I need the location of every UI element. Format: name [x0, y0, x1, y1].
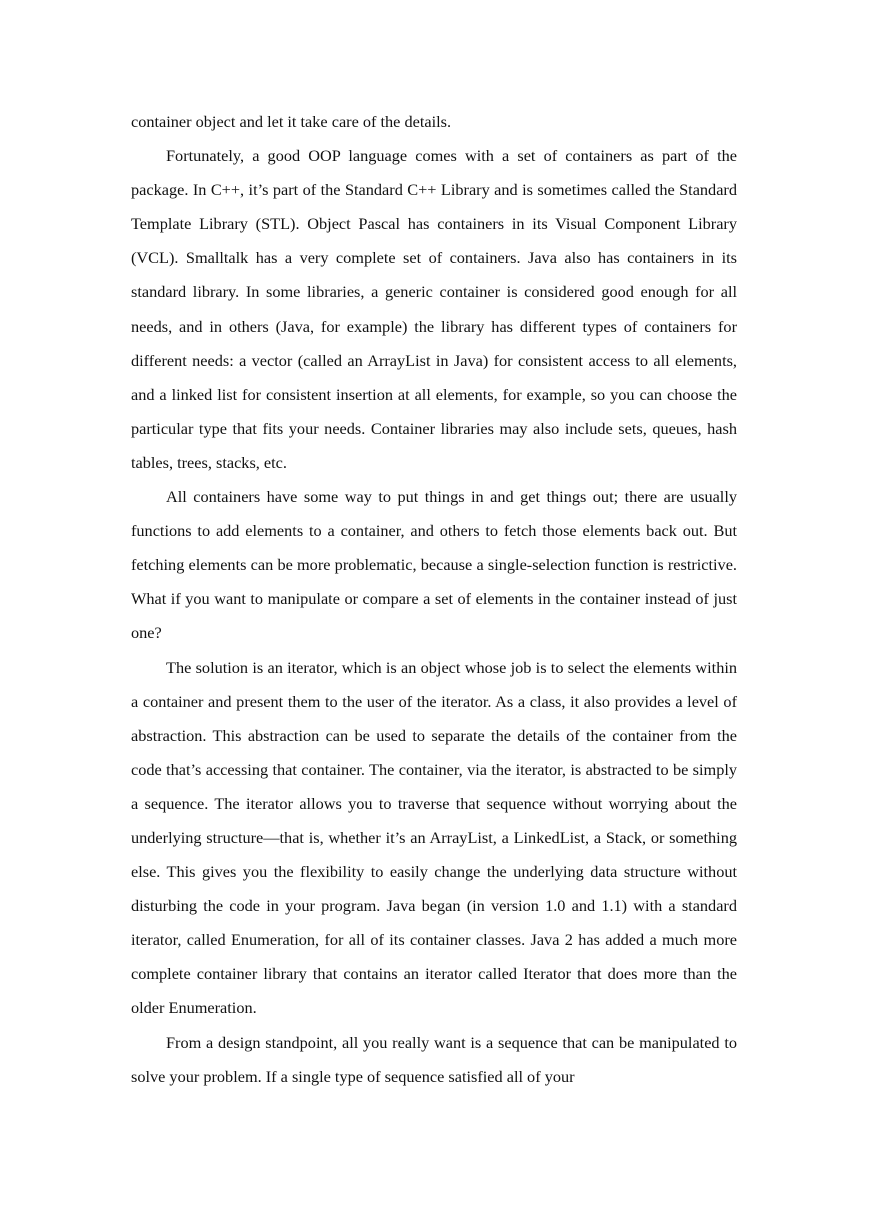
paragraph-iterator: The solution is an iterator, which is an object whose job is to select the elements within a container and present them to the user of the iterator. As a class, it also provides a level of abstraction. This abstraction can be used to separate the details of the container from the code that’s accessing that container. The container, via the iterator, is abstracted to be simply a sequence. The iterator allows you to traverse that sequence without worrying about the underlying structure—that is, whether it’s an ArrayList, a LinkedList, a Stack, or something else. This gives you the flexibility to easily change the underlying data structure without disturbing the code in your program. Java began (in version 1.0 and 1.1) with a standard iterator, called Enumeration, for all of its container classes. Java 2 has added a much more complete container library that contains an iterator called Iterator that does more than the older Enumeration.: [131, 657, 737, 1018]
paragraph-design-standpoint: From a design standpoint, all you really want is a sequence that can be manipulated to solve your problem. If a single type of sequence satisfied all of your: [131, 1032, 737, 1086]
paragraph-fetching: All containers have some way to put things in and get things out; there are usually functions to add elements to a container, and others to fetch those elements back out. But fetching elements can be more problematic, because a single-selection function is restrictive. What if you want to manipulate or compare a set of elements in the container instead of just one?: [131, 487, 737, 643]
document-page: [131, 105, 737, 1094]
paragraph-containers: Fortunately, a good OOP language comes with a set of containers as part of the package. In C++, it’s part of the Standard C++ Library and is sometimes called the Standard Template Library (STL). Object Pascal has containers in its Visual Component Library (VCL). Smalltalk has a very complete set of containers. Java also has containers in its standard library. In some libraries, a generic container is considered good enough for all needs, and in others (Java, for example) the library has different types of containers for different needs: a vector (called an ArrayList in Java) for consistent access to all elements, and a linked list for consistent insertion at all elements, for example, so you can choose the particular type that fits your needs. Container libraries may also include sets, queues, hash tables, trees, stacks, etc.: [131, 146, 737, 472]
paragraph-continuation: container object and let it take care of the details.: [131, 112, 452, 131]
